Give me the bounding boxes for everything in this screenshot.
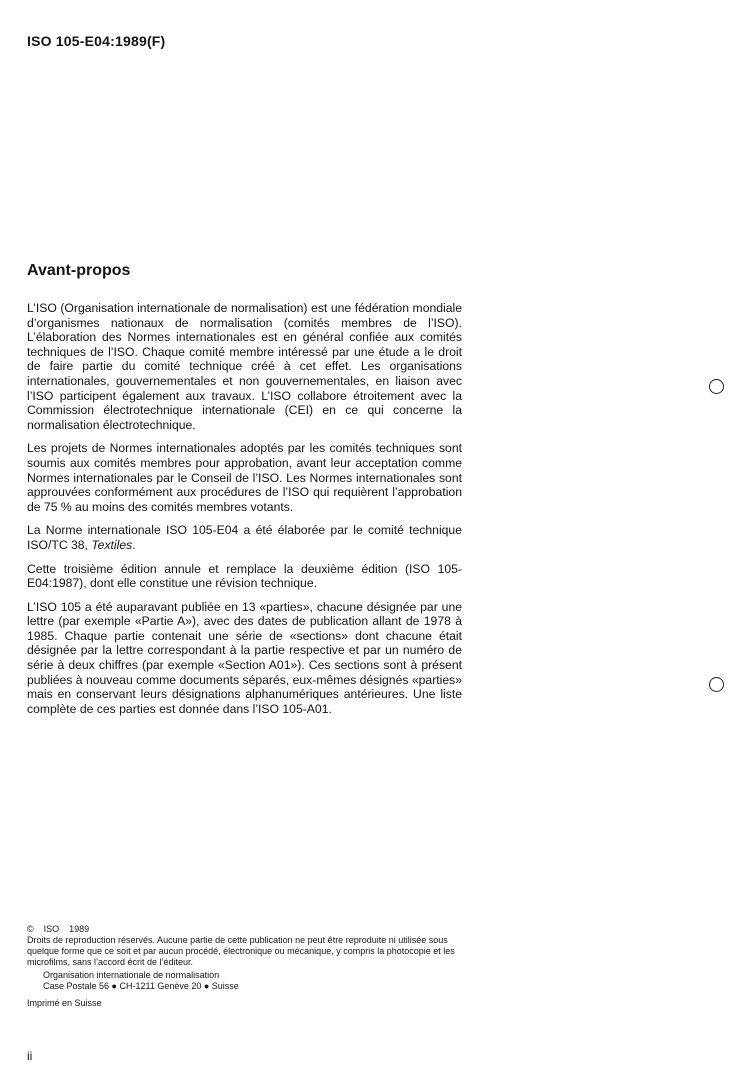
- copyright-holder: ISO: [43, 924, 60, 934]
- section-heading: Avant-propos: [27, 262, 131, 279]
- committee-text: La Norme internationale ISO 105-E04 a été élaborée par le comité technique ISO/TC 38,: [27, 523, 462, 552]
- rights-notice: Droits de reproduction réservés. Aucune partie de cette publication ne peut être reproduite ni utilisée sous quelque forme que ce soit et par aucun procédé, électronique ou mécanique, y compris la photocopie et les microfilms, sans l’accord écrit de l’éditeur.: [27, 935, 455, 967]
- foreword-body: [27, 301, 462, 725]
- postal-address: Case Postale 56 ● CH-1211 Genève 20 ● Suisse: [43, 981, 239, 991]
- page-number: ii: [27, 1049, 33, 1063]
- copyright-year: 1989: [69, 924, 90, 934]
- paragraph-iso-intro: L’ISO (Organisation internationale de normalisation) est une fédération mondiale d’organismes nationaux de normalisation (comités membres de l’ISO). L’élaboration des Normes internationales est en général confiée aux comités techniques de l’ISO. Chaque comité membre intéressé par une étude a le droit de faire partie du comité technique créé à cet effet. Les organisations internationales, gouvernementales et non gouvernementales, en liaison avec l’ISO participent également aux travaux. L’ISO collabore étroitement avec la Commission électrotechnique internationale (CEI) en ce qui concerne la normalisation électrotechnique.: [27, 301, 462, 432]
- organisation-name: Organisation internationale de normalisation: [43, 970, 220, 980]
- printed-in: Imprimé en Suisse: [27, 998, 102, 1008]
- paragraph-draft-approval: Les projets de Normes internationales adoptés par les comités techniques sont soumis aux comités membres pour approbation, avant leur acceptation comme Normes internationales par le Conseil de l’ISO. Les Normes internationales sont approuvées conformément aux procédures de l’ISO qui requièrent l’approbation de 75 % au moins des comités membres votants.: [27, 441, 462, 514]
- copyright-footer: [27, 924, 467, 1009]
- punch-hole-icon: [709, 677, 724, 692]
- punch-hole-icon: [709, 379, 724, 394]
- committee-name: Textiles: [91, 537, 133, 552]
- paragraph-parts-history: L’ISO 105 a été auparavant publiée en 13 «parties», chacune désignée par une lettre (par exemple «Partie A»), avec des dates de publication allant de 1978 à 1985. Chaque partie contenait une série de «sections» dont chacune était désignée par la lettre correspondant à la partie respective et par un numéro de série à deux chiffres (par exemple «Section A01»). Ces sections sont à présent publiées à nouveau comme documents séparés, eux-mêmes désignés «parties» mais en conservant leurs désignations alphanumériques antérieures. Une liste complète de ces parties est donnée dans l’ISO 105-A01.: [27, 599, 462, 716]
- committee-end: .: [132, 537, 136, 552]
- copyright-line: [27, 924, 467, 935]
- paragraph-edition: Cette troisième édition annule et remplace la deuxième édition (ISO 105-E04:1987), dont elle constitue une révision technique.: [27, 561, 462, 591]
- document-id: ISO 105-E04:1989(F): [27, 33, 166, 49]
- paragraph-committee: [27, 523, 462, 552]
- copyright-symbol: ©: [27, 924, 34, 934]
